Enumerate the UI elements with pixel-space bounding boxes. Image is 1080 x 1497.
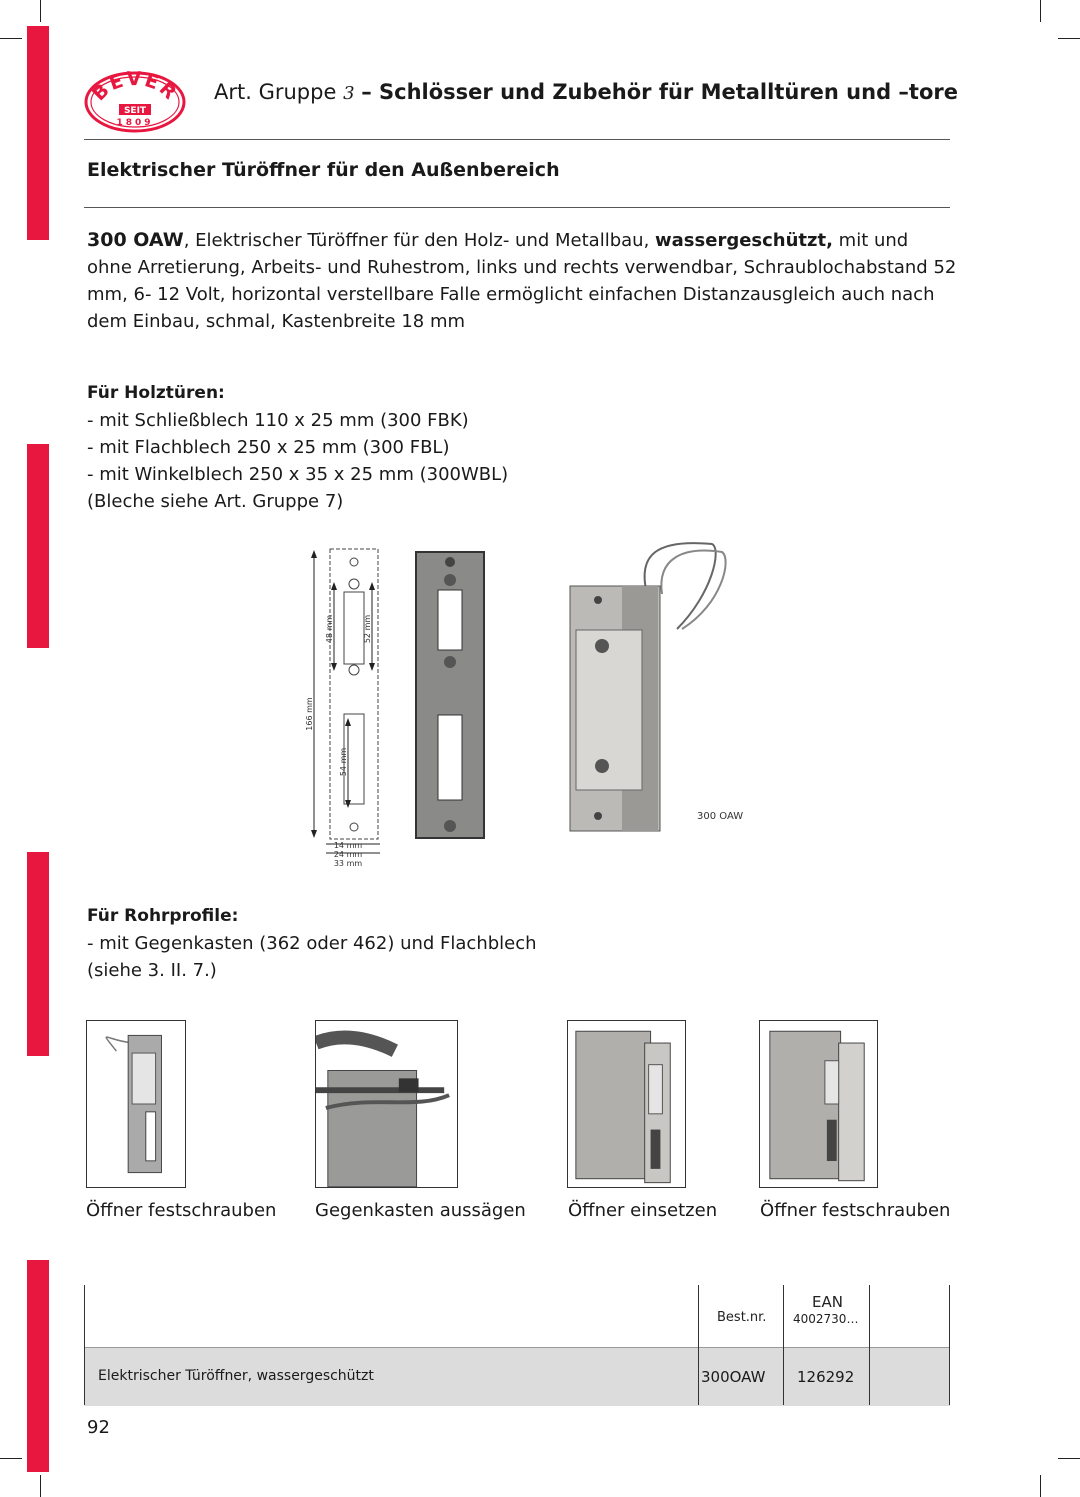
dim-w1: 14 mm	[333, 841, 363, 850]
logo-word: BEVER	[87, 71, 183, 106]
table-border	[949, 1285, 950, 1405]
red-tab	[27, 852, 49, 1056]
model-name: 300 OAW	[87, 229, 184, 251]
group-number: 3	[343, 83, 355, 104]
order-table	[84, 1285, 950, 1405]
crop-mark	[1058, 38, 1080, 39]
red-tab	[27, 1260, 49, 1472]
description-highlight: wassergeschützt,	[655, 230, 833, 251]
crop-mark	[1040, 0, 1041, 22]
red-tab	[27, 26, 49, 240]
crop-mark	[40, 0, 41, 22]
page-number: 92	[87, 1417, 110, 1438]
step-photo	[315, 1020, 458, 1188]
dimension-drawing	[296, 544, 400, 874]
row-best-nr: 300OAW	[701, 1368, 766, 1386]
step-label: Öffner einsetzen	[568, 1200, 718, 1221]
description-part1: , Elektrischer Türöffner für den Holz- und Metallbau,	[183, 230, 656, 251]
crop-mark	[0, 38, 22, 39]
dim-w3: 33 mm	[333, 859, 363, 868]
divider	[84, 139, 950, 140]
dim-spacing: 52 mm	[363, 614, 372, 644]
dim-w2: 24 mm	[333, 850, 363, 859]
header-title: – Schlösser und Zubehör für Metalltüren und –tore	[361, 80, 958, 104]
list-item: (siehe 3. II. 7.)	[87, 960, 217, 981]
crop-mark	[1058, 1458, 1080, 1459]
table-border	[869, 1285, 870, 1405]
strike-plate-image	[414, 550, 486, 840]
product-description	[87, 227, 957, 335]
rohrprofile-heading: Für Rohrprofile:	[87, 906, 239, 926]
table-row	[84, 1347, 950, 1406]
holztueren-block	[87, 380, 508, 515]
step-photo	[567, 1020, 686, 1188]
red-tab	[27, 444, 49, 648]
rohrprofile-block	[87, 903, 537, 984]
logo-seit: SEIT	[123, 106, 147, 116]
row-ean: 126292	[797, 1368, 855, 1386]
best-nr-header: Best.nr.	[717, 1310, 767, 1325]
divider	[84, 207, 950, 208]
ean-header: EAN	[812, 1293, 843, 1311]
row-description: Elektrischer Türöffner, wassergeschützt	[98, 1368, 374, 1384]
group-label: Art. Gruppe	[214, 80, 337, 104]
dim-lower: 54 mm	[339, 747, 348, 777]
list-item: - mit Gegenkasten (362 oder 462) und Flachblech	[87, 933, 537, 954]
list-item: - mit Schließblech 110 x 25 mm (300 FBK)	[87, 410, 469, 431]
crop-mark	[0, 1458, 22, 1459]
holztueren-heading: Für Holztüren:	[87, 383, 225, 403]
table-border	[783, 1285, 784, 1405]
list-item: - mit Winkelblech 250 x 35 x 25 mm (300WBL)	[87, 464, 509, 485]
crop-mark	[1040, 1475, 1041, 1497]
list-item: - mit Flachblech 250 x 25 mm (300 FBL)	[87, 437, 450, 458]
page-header	[214, 80, 958, 104]
crop-mark	[40, 1475, 41, 1497]
logo-year: 1809	[116, 118, 154, 128]
list-item: (Bleche siehe Art. Gruppe 7)	[87, 491, 344, 512]
step-label: Gegenkasten aussägen	[315, 1200, 526, 1221]
door-opener-image	[562, 534, 772, 834]
section-title: Elektrischer Türöffner für den Außenbereich	[87, 159, 560, 181]
table-border	[698, 1285, 699, 1405]
step-label: Öffner festschrauben	[760, 1200, 951, 1221]
product-caption: 300 OAW	[697, 811, 744, 822]
ean-prefix: 4002730…	[793, 1312, 859, 1326]
step-photo	[759, 1020, 878, 1188]
step-label: Öffner festschrauben	[86, 1200, 277, 1221]
dim-upper: 48 mm	[325, 614, 334, 644]
description-part2: mit und ohne Arretierung, Arbeits- und Ruhestrom, links und rechts verwendbar, Schraublochabstand 52 mm, 6- 12 Volt, horizontal verstellbare Falle ermöglicht einfachen Distanzausgleich auch nach dem Einbau, schmal, Kastenbreite 18 mm	[87, 230, 957, 332]
bever-logo	[84, 71, 186, 133]
dim-total: 166 mm	[305, 697, 314, 731]
step-photo	[86, 1020, 186, 1188]
table-border	[84, 1285, 85, 1405]
